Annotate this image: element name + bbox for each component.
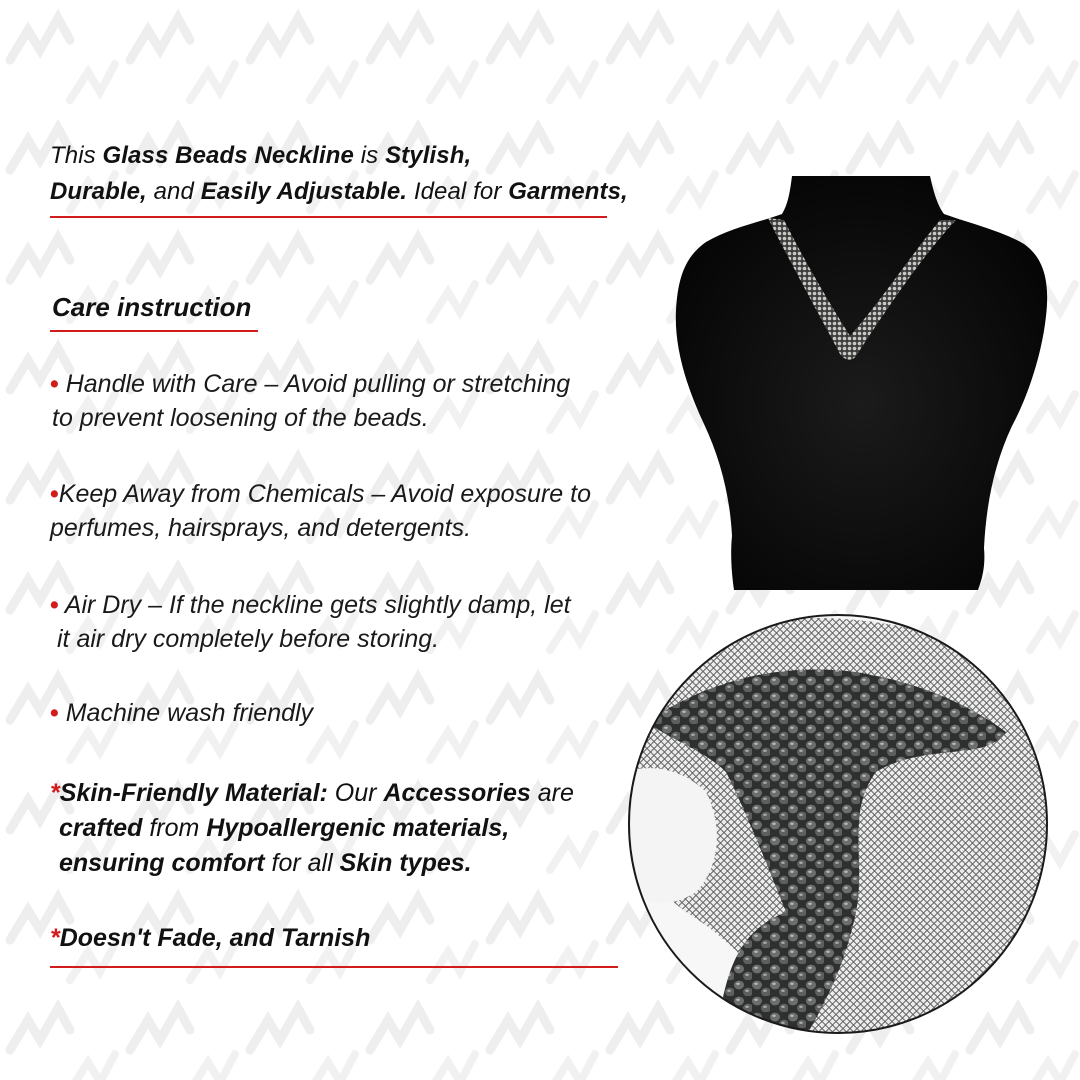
intro-line-2 (50, 174, 628, 210)
care-title: Care instruction (52, 292, 252, 322)
fade-note-text: Doesn't Fade, and Tarnish (59, 924, 371, 952)
care-item-line: to prevent loosening of the beads. (52, 404, 429, 432)
care-item-line: it air dry completely before storing. (57, 625, 440, 653)
intro-line-1 (50, 138, 628, 174)
care-item-text: Keep Away from Chemicals – Avoid exposure to (58, 480, 591, 508)
care-item-text: Machine wash friendly (58, 699, 314, 727)
care-title-underline (50, 330, 258, 332)
beads-closeup-image (626, 612, 1050, 1036)
feature-text: for all (264, 849, 340, 877)
care-item (50, 367, 570, 435)
bullet-dot-icon: • (50, 480, 59, 508)
feature-keyword: crafted (59, 814, 143, 842)
feature-heading: Skin-Friendly Material: (59, 779, 328, 807)
care-item-line: perfumes, hairsprays, and detergents. (50, 514, 472, 542)
feature-keyword: Accessories (383, 779, 531, 807)
intro-text: is (353, 142, 386, 169)
care-item (50, 588, 571, 656)
feature-text: Our (327, 779, 384, 807)
bullet-dot-icon: • (50, 591, 59, 619)
care-item (50, 696, 313, 730)
care-item-line (50, 367, 570, 401)
care-item-text: Air Dry – If the neckline gets slightly damp, let (58, 591, 571, 619)
fade-note (50, 921, 370, 956)
care-item-text: Handle with Care – Avoid pulling or stretching (58, 370, 571, 398)
intro-feature-durable: Durable, (50, 178, 147, 205)
feature-text: are (530, 779, 574, 807)
care-item-line (50, 696, 313, 730)
intro-product-name: Glass Beads Neckline (102, 142, 354, 169)
intro-text: Ideal for (407, 178, 509, 205)
bottom-divider (50, 966, 618, 968)
feature-keyword: Hypoallergenic materials, (206, 814, 510, 842)
feature-line (50, 846, 574, 881)
intro-text: and (146, 178, 201, 205)
feature-keyword: ensuring comfort (59, 849, 265, 877)
intro-feature-adjustable: Easily Adjustable. (200, 178, 408, 205)
intro-feature-stylish: Stylish, (385, 142, 472, 169)
care-item-line (50, 477, 591, 511)
asterisk-icon: * (50, 924, 60, 952)
intro-divider (50, 216, 607, 218)
mannequin-image (672, 176, 1052, 590)
skin-friendly-note (50, 776, 574, 881)
feature-keyword: Skin types. (339, 849, 472, 877)
care-item (50, 477, 591, 545)
bullet-dot-icon: • (50, 370, 59, 398)
intro-text: This (50, 142, 103, 169)
care-item-line (50, 588, 571, 622)
feature-line (50, 811, 574, 846)
asterisk-icon: * (50, 779, 60, 807)
intro-use-garments: Garments, (508, 178, 628, 205)
feature-line (50, 776, 574, 811)
product-intro (50, 138, 628, 210)
bullet-dot-icon: • (50, 699, 59, 727)
feature-text: from (142, 814, 207, 842)
